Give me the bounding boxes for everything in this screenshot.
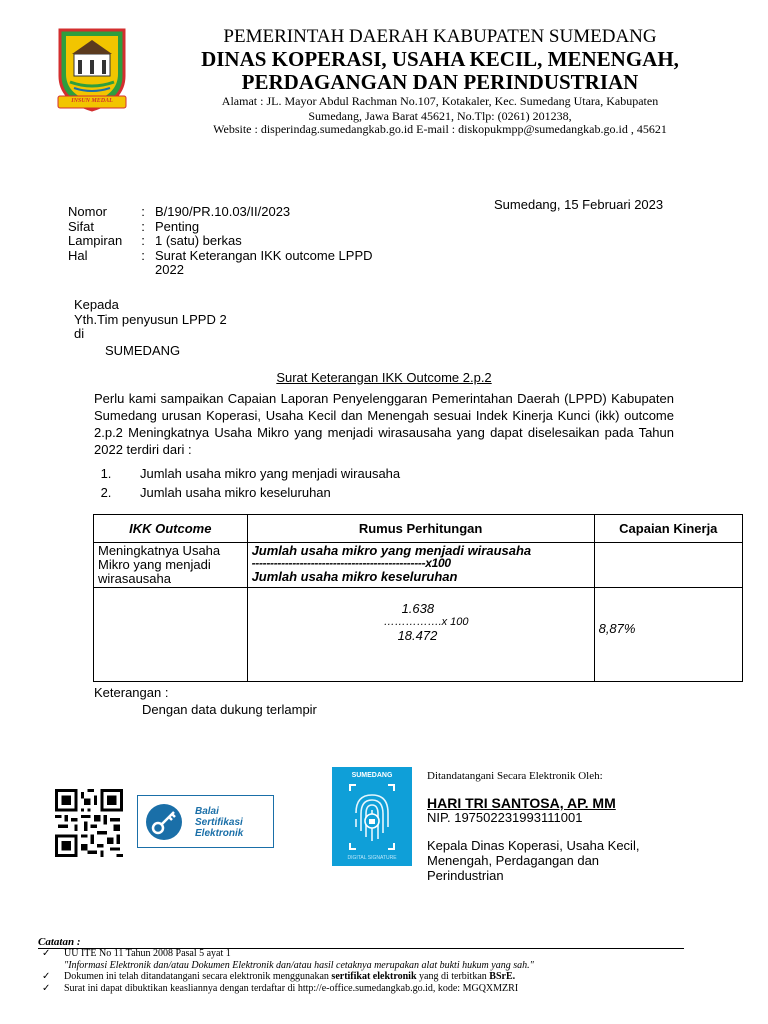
- note-quote: "Informasi Elektronik dan/atau Dokumen Elektronik dan/atau hasil cetaknya merupakan alat bukti hukum yang sah.": [64, 959, 534, 971]
- meta-label: Lampiran: [68, 233, 123, 248]
- calc-numerator: 1.638: [401, 601, 435, 616]
- header-address-line1: Alamat : JL. Mayor Abdul Rachman No.107, Kotakaler, Kec. Sumedang Utara, Kabupaten: [221, 94, 659, 108]
- logo-motto: INSUN MEDAL: [71, 98, 113, 104]
- meta-row-sifat: Sifat : Penting: [68, 220, 415, 235]
- notes: [42, 948, 534, 994]
- notes-label: Catatan :: [38, 936, 81, 948]
- formula-numerator: Jumlah usaha mikro yang menjadi wirausaha: [251, 543, 532, 558]
- meta-row-hal: Hal : Surat Keterangan IKK outcome LPPD 2022: [68, 249, 415, 278]
- signer-name: HARI TRI SANTOSA, AP. MM: [427, 795, 616, 811]
- header-website: Website : disperindag.sumedangkab.go.id E-mail : diskopukmpp@sumedangkab.go.id , 45621: [213, 122, 667, 136]
- keterangan-text: Dengan data dukung terlampir: [142, 702, 317, 717]
- formula-fraction-line: -----------------------------------------------x100: [251, 556, 451, 570]
- keterangan: [94, 684, 317, 718]
- meta-value: 1 (satu) berkas: [155, 233, 242, 248]
- header-ikk-outcome: IKK Outcome: [94, 515, 248, 543]
- recipient-kepada: Kepada: [74, 297, 119, 312]
- ikk-table: [93, 514, 743, 682]
- header-agency-line1: DINAS KOPERASI, USAHA KECIL, MENENGAH,: [201, 47, 679, 71]
- meta-label: Sifat: [68, 218, 95, 234]
- meta-value: Surat Keterangan IKK outcome LPPD 2022: [155, 247, 373, 277]
- meta-label: Hal: [68, 247, 88, 263]
- table-row: [94, 588, 743, 682]
- check-icon: ✓: [42, 971, 51, 982]
- empty-cell: [94, 588, 248, 682]
- header-address-line2: Sumedang, Jawa Barat 45621, No.Tlp: (0261) 201238,: [308, 109, 572, 123]
- letter-subject: [0, 370, 768, 385]
- indicator-list: [94, 464, 400, 502]
- recipient-di: di: [74, 326, 85, 341]
- outcome-cell: Meningkatnya Usaha Mikro yang menjadi wirasausaha: [94, 543, 248, 588]
- calc-dots: …………….x 100: [383, 616, 469, 628]
- subject-text: Surat Keterangan IKK Outcome 2.p.2: [276, 370, 492, 385]
- calculation-cell: [247, 588, 594, 682]
- note-item: ✓ Surat ini dapat dibuktikan keasliannya dengan terdaftar di http://e-office.sumedangkab.go.id, kode: MGQXMZRI: [42, 982, 519, 994]
- meta-label: Nomor: [68, 204, 108, 219]
- stamp-label: SUMEDANG: [351, 772, 393, 779]
- check-icon: ✓: [42, 948, 51, 959]
- header-agency-line2: PERDAGANGAN DAN PERINDUSTRIAN: [241, 70, 639, 94]
- header-rumus: Rumus Perhitungan: [247, 515, 594, 543]
- header-capaian: Capaian Kinerja: [594, 515, 742, 543]
- qr-code: [55, 789, 123, 857]
- bsre-label: Balai Sertifikasi Elektronik: [195, 806, 244, 839]
- recipient: [74, 298, 227, 358]
- signer-nip: NIP. 197502231993111001: [427, 810, 583, 825]
- header-government: PEMERINTAH DAERAH KABUPATEN SUMEDANG: [223, 26, 657, 47]
- recipient-city: SUMEDANG: [105, 342, 181, 358]
- header-address: [160, 94, 720, 124]
- list-item: 2. Jumlah usaha mikro keseluruhan: [100, 485, 331, 500]
- fingerprint-icon: [342, 783, 402, 851]
- formula-cell: [247, 543, 594, 588]
- letter-meta: [68, 205, 415, 278]
- recipient-name: Yth.Tim penyusun LPPD 2: [74, 311, 227, 327]
- note-item: ✓ Dokumen ini telah ditandatangani secara elektronik menggunakan sertifikat elektronik yang di terbitkan BSrE.: [42, 971, 516, 982]
- calc-denominator: 18.472: [397, 628, 438, 643]
- bsre-logo: [137, 795, 274, 848]
- list-item: 1. Jumlah usaha mikro yang menjadi wirausaha: [100, 466, 401, 481]
- formula-denominator: Jumlah usaha mikro keseluruhan: [251, 569, 458, 584]
- table-row: [94, 543, 743, 588]
- note-item: ✓ UU ITE No 11 Tahun 2008 Pasal 5 ayat 1: [42, 948, 231, 959]
- meta-value: Penting: [155, 218, 200, 234]
- letter-date: Sumedang, 15 Februari 2023: [494, 197, 664, 212]
- check-icon: ✓: [42, 982, 51, 994]
- meta-row-nomor: Nomor : B/190/PR.10.03/II/2023: [68, 205, 415, 220]
- digital-signature-stamp: [332, 767, 412, 866]
- signed-by-label: Ditandatangani Secara Elektronik Oleh:: [427, 770, 603, 782]
- keterangan-label: Keterangan :: [94, 685, 169, 700]
- certificate-key-icon: [144, 802, 188, 842]
- body-paragraph: Perlu kami sampaikan Capaian Laporan Penyelenggaran Pemerintahan Daerah (LPPD) Kabupaten Sumedang urusan Koperasi, Usaha Kecil dan Menengah sesuai Indek Kinerja Kunci (ikk) outcome 2.p.2 Meningkatnya Usaha Mikro yang menjadi wirasausaha yang dapat diselesaikan pada Tahun 2022 terdiri dari :: [94, 391, 674, 457]
- meta-row-lampiran: Lampiran : 1 (satu) berkas: [68, 234, 415, 249]
- result-cell: 8,87%: [594, 588, 742, 682]
- meta-value: B/190/PR.10.03/II/2023: [155, 204, 291, 219]
- stamp-footer: DIGITAL SIGNATURE: [347, 855, 397, 861]
- signer-position: Kepala Dinas Koperasi, Usaha Kecil, Menengah, Perdagangan dan Perindustrian: [427, 838, 640, 883]
- result-cell-empty: [594, 543, 742, 588]
- table-header-row: [94, 515, 743, 543]
